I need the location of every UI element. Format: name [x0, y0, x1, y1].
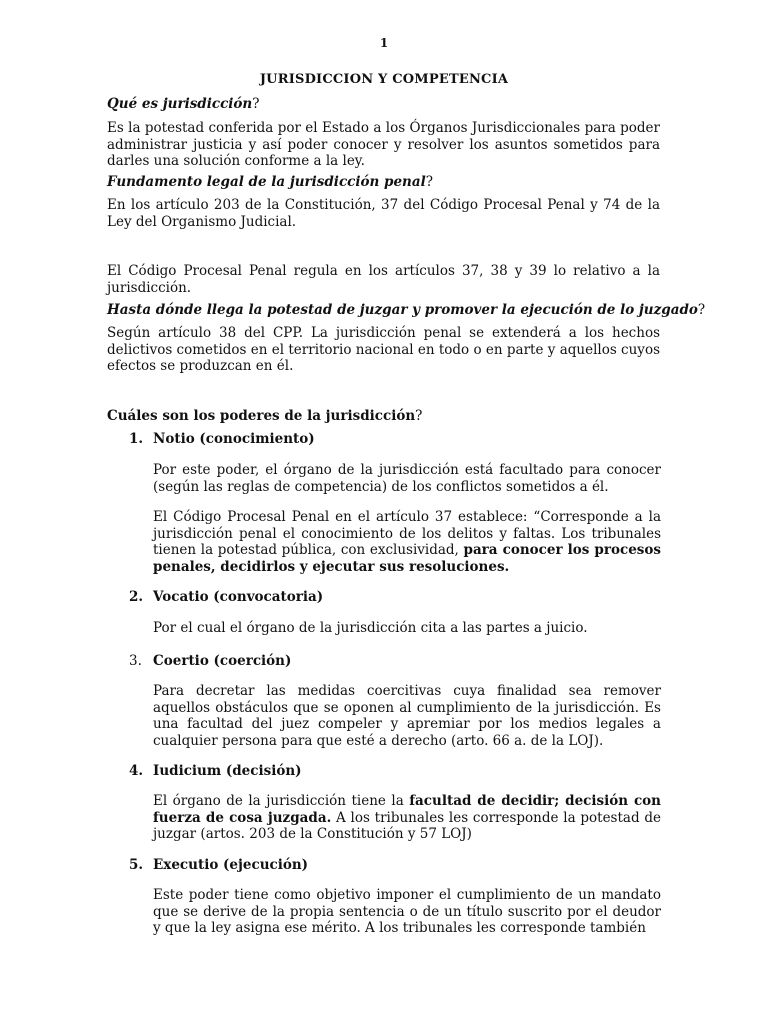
- paragraph-definition: Es la potestad conferida por el Estado a los Órganos Jurisdiccionales para poder administrar justicia y así poder conocer y resolver los asuntos sometidos para darles una solución conforme a la ley.: [107, 120, 660, 169]
- question-2: Fundamento legal de la jurisdicción penal?: [107, 174, 433, 190]
- list-item-iudicium: 4. Iudicium (decisión): [129, 763, 302, 779]
- paragraph-legal-basis: En los artículo 203 de la Constitución, 37 del Código Procesal Penal y 74 de la Ley del Organismo Judicial.: [107, 197, 660, 230]
- question-1: Qué es jurisdicción?: [107, 96, 260, 112]
- list-item-vocatio: 2. Vocatio (convocatoria): [129, 589, 324, 605]
- paragraph-executio: Este poder tiene como objetivo imponer el cumplimiento de un mandato que se derive de la propia sentencia o de un título suscrito por el deudor y que la ley asigna ese mérito. A los tribunales les corresponde también: [153, 887, 661, 936]
- list-item-notio: 1. Notio (conocimiento): [129, 431, 315, 447]
- paragraph-notio-cpp: El Código Procesal Penal en el artículo 37 establece: “Corresponde a la jurisdicción penal el conocimiento de los delitos y faltas. Los tribunales tienen la potestad pública, con exclusividad, para conocer los procesos penales, decidirlos y ejecutar sus resoluciones.: [153, 509, 661, 575]
- paragraph-iudicium: El órgano de la jurisdicción tiene la facultad de decidir; decisión con fuerza de cosa juzgada. A los tribunales les corresponde la potestad de juzgar (artos. 203 de la Constitución y 57 LOJ): [153, 793, 661, 842]
- paragraph-cpp-articles: El Código Procesal Penal regula en los artículos 37, 38 y 39 lo relativo a la jurisdicción.: [107, 263, 660, 296]
- list-item-executio: 5. Executio (ejecución): [129, 857, 309, 873]
- heading-powers: Cuáles son los poderes de la jurisdicción?: [107, 408, 423, 424]
- paragraph-vocatio: Por el cual el órgano de la jurisdicción cita a las partes a juicio.: [153, 620, 588, 636]
- paragraph-coertio: Para decretar las medidas coercitivas cuya finalidad sea remover aquellos obstáculos que se oponen al cumplimiento de la jurisdicción. Es una facultad del juez compeler y apremiar por los medios legales a cualquier persona para que esté a derecho (arto. 66 a. de la LOJ).: [153, 683, 661, 749]
- document-title: JURISDICCION Y COMPETENCIA: [259, 72, 509, 87]
- page-number: 1: [379, 36, 389, 50]
- question-3: Hasta dónde llega la potestad de juzgar y promover la ejecución de lo juzgado?: [107, 302, 706, 318]
- list-item-coertio: 3. Coertio (coerción): [129, 653, 292, 669]
- paragraph-notio: Por este poder, el órgano de la jurisdicción está facultado para conocer (según las reglas de competencia) de los conflictos sometidos a él.: [153, 462, 661, 495]
- paragraph-territorial-scope: Según artículo 38 del CPP. La jurisdicción penal se extenderá a los hechos delictivos cometidos en el territorio nacional en todo o en parte y aquellos cuyos efectos se produzcan en él.: [107, 325, 660, 374]
